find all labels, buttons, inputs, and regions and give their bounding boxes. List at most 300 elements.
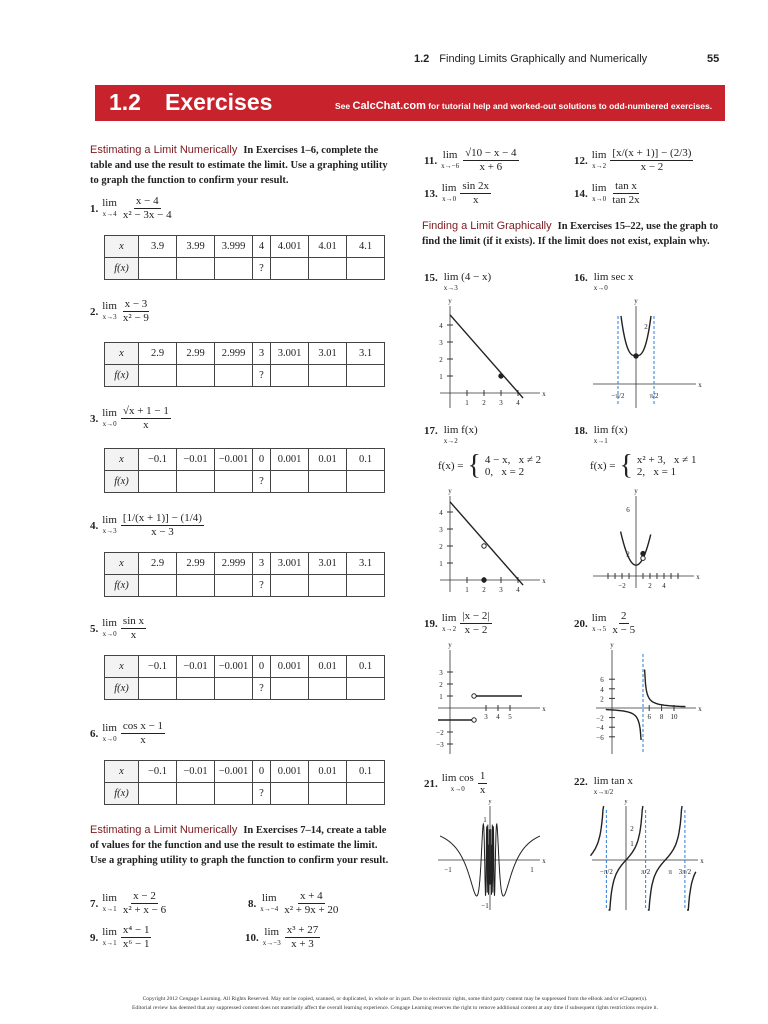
exercise-18 bbox=[574, 425, 628, 447]
y-tick-label: 1 bbox=[439, 560, 443, 568]
copyright-footer bbox=[95, 995, 695, 1013]
banner-title: Exercises bbox=[165, 89, 273, 115]
y-tick-label: 6 bbox=[626, 505, 630, 514]
fx-input-cell[interactable] bbox=[177, 575, 215, 597]
y-tick-label: 6 bbox=[600, 676, 604, 685]
x-value: 0.001 bbox=[271, 656, 309, 678]
lim-approach: x→2 bbox=[443, 437, 458, 445]
graph-21 bbox=[430, 800, 550, 912]
exercise-21 bbox=[424, 770, 487, 797]
graph-15 bbox=[430, 296, 550, 416]
x-tick-label: 1 bbox=[465, 399, 469, 407]
lim-word: lim bbox=[591, 611, 607, 624]
fx-input-cell[interactable] bbox=[139, 365, 177, 387]
fx-input-cell[interactable] bbox=[347, 783, 385, 805]
denominator: x⁶ − 1 bbox=[122, 938, 150, 950]
y-tick-label: 1 bbox=[439, 693, 443, 701]
fx-input-cell[interactable] bbox=[309, 678, 347, 700]
value-table bbox=[104, 655, 385, 700]
x-tick-label: 4 bbox=[516, 399, 520, 407]
fx-input-cell[interactable] bbox=[309, 783, 347, 805]
y-tick-label: 1 bbox=[630, 840, 634, 848]
expression-text: lim (4 − x) bbox=[443, 271, 492, 283]
x-tick-label: 3 bbox=[499, 586, 503, 594]
exercise-17 bbox=[424, 425, 478, 447]
limit-operator bbox=[102, 618, 117, 640]
x-tick-label: 4 bbox=[496, 713, 500, 721]
fx-input-cell[interactable] bbox=[139, 783, 177, 805]
footer-line-1: Copyright 2012 Cengage Learning. All Rights Reserved. May not be copied, scanned, or duplicated, in whole or in part. Due to electronic rights, some third party content may be suppressed from the eBook and/or eChapter(s). bbox=[142, 996, 648, 1002]
unknown-cell: ? bbox=[253, 575, 271, 597]
y-tick-label: 1 bbox=[439, 373, 443, 381]
x-value: 2.999 bbox=[215, 343, 253, 365]
lim-word: lim bbox=[442, 148, 458, 161]
x-tick-label: π/2 bbox=[649, 392, 659, 400]
numerator: [x/(x + 1)] − (2/3) bbox=[612, 147, 692, 159]
lim-approach: x→1 bbox=[102, 904, 117, 913]
fx-label: f(x) bbox=[105, 783, 139, 805]
x-value: 0 bbox=[253, 449, 271, 471]
denominator: x − 3 bbox=[151, 526, 174, 538]
section-number: 1.2 bbox=[414, 53, 430, 65]
y-tick-label: −4 bbox=[596, 724, 604, 733]
x-value: 3.1 bbox=[347, 553, 385, 575]
point bbox=[634, 354, 638, 358]
lim-approach: x→0 bbox=[593, 284, 608, 292]
x-value: 4.01 bbox=[309, 236, 347, 258]
x-value: 0.1 bbox=[347, 656, 385, 678]
fx-input-cell[interactable] bbox=[347, 365, 385, 387]
lim-approach: x→3 bbox=[102, 312, 117, 321]
exercise-14 bbox=[574, 180, 642, 207]
x-value: −0.1 bbox=[139, 656, 177, 678]
section-text: In Exercises 15–22, use the graph to find the limit (if it exists). If the limit does not exist, explain why. bbox=[422, 221, 719, 247]
case-1: 4 − x, x ≠ 2 bbox=[484, 454, 542, 466]
fx-input-cell[interactable] bbox=[177, 471, 215, 493]
x-axis-label: x bbox=[700, 857, 704, 865]
x-value: 2.99 bbox=[177, 343, 215, 365]
lim-approach: x→0 bbox=[450, 784, 465, 793]
fx-input-cell[interactable] bbox=[215, 258, 253, 280]
point bbox=[482, 578, 486, 582]
y-tick-label: 4 bbox=[439, 322, 443, 330]
page-number: 55 bbox=[707, 53, 720, 65]
x-label: x bbox=[105, 343, 139, 365]
denominator: x bbox=[130, 629, 137, 641]
section-instructions-1 bbox=[90, 143, 395, 188]
x-value: 3.01 bbox=[309, 343, 347, 365]
x-tick-label: 6 bbox=[647, 713, 651, 721]
lim-word: lim bbox=[102, 616, 117, 629]
fx-row bbox=[105, 471, 385, 493]
fx-input-cell[interactable] bbox=[177, 678, 215, 700]
y-tick-label: −2 bbox=[436, 729, 444, 737]
graph-20 bbox=[588, 640, 708, 756]
exercise-9 bbox=[90, 924, 151, 951]
x-label: x bbox=[105, 236, 139, 258]
fx-input-cell[interactable] bbox=[309, 365, 347, 387]
exercise-number: 18. bbox=[574, 425, 588, 437]
lim-approach: x→3 bbox=[443, 284, 458, 292]
cases bbox=[637, 454, 697, 478]
unknown-cell: ? bbox=[253, 678, 271, 700]
graph-19 bbox=[430, 640, 550, 756]
x-tick-label: 2 bbox=[482, 586, 486, 594]
x-value: −0.001 bbox=[215, 761, 253, 783]
fx-input-cell[interactable] bbox=[271, 678, 309, 700]
x-row bbox=[105, 449, 385, 471]
fx-input-cell[interactable] bbox=[271, 575, 309, 597]
x-tick-label: 2 bbox=[482, 399, 486, 407]
banner-note-post: for tutorial help and worked-out solutions to odd-numbered exercises. bbox=[425, 101, 713, 111]
x-value: 0.01 bbox=[309, 656, 347, 678]
limit-expression bbox=[594, 272, 634, 294]
expression-text: lim tan x bbox=[593, 775, 633, 787]
exercise-number: 12. bbox=[574, 154, 588, 167]
limit-expression bbox=[594, 776, 633, 798]
limit-operator bbox=[442, 773, 474, 795]
lim-approach: x→0 bbox=[102, 734, 117, 743]
graph-18 bbox=[588, 488, 708, 600]
function-curve bbox=[450, 315, 523, 398]
numerator: x³ + 27 bbox=[286, 924, 319, 936]
lim-approach: x→−4 bbox=[260, 904, 279, 913]
x-value: 4 bbox=[253, 236, 271, 258]
limit-operator bbox=[102, 893, 117, 915]
fx-input-cell[interactable] bbox=[139, 575, 177, 597]
exercise-number: 3. bbox=[90, 412, 99, 425]
fraction bbox=[121, 615, 146, 642]
lim-word: lim bbox=[441, 181, 457, 194]
limit-operator bbox=[102, 301, 117, 323]
x-value: 3 bbox=[253, 343, 271, 365]
function-curve bbox=[645, 670, 686, 707]
lim-word: lim bbox=[591, 181, 607, 194]
x-tick-label: 3π/2 bbox=[678, 868, 692, 876]
value-table bbox=[104, 342, 385, 387]
x-axis-label: x bbox=[542, 857, 546, 865]
numerator: √x + 1 − 1 bbox=[122, 405, 169, 417]
x-tick-label: 3 bbox=[499, 399, 503, 407]
denominator: x² − 9 bbox=[122, 312, 149, 324]
x-value: 3.9 bbox=[139, 236, 177, 258]
denominator: x² + x − 6 bbox=[122, 904, 167, 916]
case-2: 2, x = 1 bbox=[636, 466, 677, 478]
section-heading: Estimating a Limit Numerically bbox=[90, 144, 238, 156]
exercise-number: 20. bbox=[574, 617, 588, 630]
fx-input-cell[interactable] bbox=[271, 471, 309, 493]
fx-input-cell[interactable] bbox=[215, 365, 253, 387]
fx-input-cell[interactable] bbox=[215, 783, 253, 805]
limit-expression bbox=[444, 425, 478, 447]
lim-word: lim bbox=[102, 406, 117, 419]
section-text: In Exercises 1–6, complete the table and use the result to estimate the limit. Use a graphing utility to graph the function to confirm your result. bbox=[90, 145, 388, 186]
limit-expression bbox=[444, 272, 491, 294]
denominator: x bbox=[472, 194, 479, 206]
x-tick-label: 8 bbox=[659, 713, 664, 721]
value-table bbox=[104, 235, 385, 280]
lim-word: lim bbox=[102, 925, 117, 938]
fraction bbox=[282, 890, 340, 917]
limit-expression bbox=[594, 425, 628, 447]
x-value: 3.001 bbox=[271, 343, 309, 365]
fx-input-cell[interactable] bbox=[139, 678, 177, 700]
y-tick-label: 2 bbox=[439, 681, 443, 689]
x-label: x bbox=[105, 449, 139, 471]
y-tick-label: −3 bbox=[436, 741, 444, 749]
x-value: 3.99 bbox=[177, 236, 215, 258]
value-table bbox=[104, 448, 385, 493]
limit-operator bbox=[592, 150, 607, 172]
fraction bbox=[610, 180, 641, 207]
exercise-number: 13. bbox=[424, 187, 438, 200]
x-tick-label: π bbox=[668, 868, 673, 876]
case-1: x² + 3, x ≠ 1 bbox=[636, 454, 697, 466]
x-value: 3.001 bbox=[271, 553, 309, 575]
open-point bbox=[482, 544, 486, 548]
exercise-19 bbox=[424, 610, 492, 637]
banner-number: 1.2 bbox=[109, 89, 141, 115]
denominator: x + 6 bbox=[479, 161, 503, 173]
denominator: x² − 3x − 4 bbox=[122, 209, 172, 221]
exercise-number: 4. bbox=[90, 519, 99, 532]
x-value: 0.001 bbox=[271, 449, 309, 471]
lim-word: lim bbox=[102, 513, 117, 526]
x-tick-label: −π/2 bbox=[599, 868, 613, 876]
y-tick-label: 3 bbox=[439, 526, 443, 534]
fx-input-cell[interactable] bbox=[347, 258, 385, 280]
x-row bbox=[105, 553, 385, 575]
denominator: x bbox=[143, 419, 149, 431]
section-heading: Finding a Limit Graphically bbox=[422, 220, 552, 232]
graph-22 bbox=[588, 800, 708, 912]
denominator: x − 2 bbox=[464, 624, 488, 636]
piecewise-definition bbox=[590, 450, 696, 482]
section-text: In Exercises 7–14, create a table of values for the function and use the result to estimate the limit. Use a graphing utility to graph the function to confirm your result. bbox=[90, 825, 389, 866]
exercise-number: 17. bbox=[424, 425, 438, 437]
fx-input-cell[interactable] bbox=[139, 471, 177, 493]
x-label: x bbox=[105, 553, 139, 575]
fx-label: f(x) bbox=[105, 575, 139, 597]
x-axis-label: x bbox=[542, 577, 546, 585]
lim-word: lim bbox=[261, 891, 277, 904]
y-axis-label: y bbox=[624, 800, 628, 805]
fx-input-cell[interactable] bbox=[139, 258, 177, 280]
lim-approach: x→−6 bbox=[441, 161, 460, 170]
denominator: x − 2 bbox=[640, 161, 664, 173]
y-tick-label: −6 bbox=[596, 733, 604, 742]
lim-approach: x→5 bbox=[592, 624, 607, 633]
point bbox=[641, 551, 645, 555]
y-tick-label: 2 bbox=[630, 825, 634, 833]
x-value: −0.1 bbox=[139, 761, 177, 783]
exercise-15 bbox=[424, 272, 491, 294]
x-axis-label: x bbox=[696, 573, 700, 581]
y-axis-label: y bbox=[634, 297, 638, 305]
lim-word: lim bbox=[591, 148, 607, 161]
x-value: 2.999 bbox=[215, 553, 253, 575]
lim-approach: x→0 bbox=[592, 194, 607, 203]
denominator: x bbox=[140, 734, 146, 746]
exercise-1 bbox=[90, 195, 174, 222]
fx-input-cell[interactable] bbox=[177, 365, 215, 387]
x-value: −0.01 bbox=[177, 761, 215, 783]
x-value: 4.1 bbox=[347, 236, 385, 258]
point bbox=[499, 374, 503, 378]
numerator: √10 − x − 4 bbox=[465, 147, 517, 159]
exercise-13 bbox=[424, 180, 491, 207]
value-table bbox=[104, 552, 385, 597]
y-axis-label: y bbox=[448, 297, 452, 305]
fraction bbox=[121, 720, 165, 747]
lim-approach: x→0 bbox=[102, 419, 117, 428]
fraction bbox=[285, 924, 321, 951]
x-tick-label: −1 bbox=[444, 866, 452, 874]
x-value: 0.001 bbox=[271, 761, 309, 783]
fx-input-cell[interactable] bbox=[309, 575, 347, 597]
open-point bbox=[472, 694, 476, 698]
numerator: x − 4 bbox=[135, 195, 159, 207]
numerator: sin 2x bbox=[462, 180, 490, 192]
limit-operator bbox=[263, 927, 281, 949]
x-axis-label: x bbox=[542, 390, 546, 398]
y-tick-label: 4 bbox=[439, 509, 443, 517]
fx-input-cell[interactable] bbox=[271, 258, 309, 280]
y-tick-label: −1 bbox=[481, 902, 489, 910]
x-value: −0.01 bbox=[177, 449, 215, 471]
lim-word: lim bbox=[102, 721, 117, 734]
fraction bbox=[121, 405, 171, 432]
fx-input-cell[interactable] bbox=[271, 365, 309, 387]
x-value: 3.1 bbox=[347, 343, 385, 365]
fx-label: f(x) bbox=[105, 258, 139, 280]
fx-row bbox=[105, 783, 385, 805]
fx-row bbox=[105, 258, 385, 280]
y-tick-label: 4 bbox=[600, 685, 604, 694]
graph-17 bbox=[430, 488, 550, 600]
exercise-11 bbox=[424, 147, 519, 174]
limit-operator bbox=[102, 198, 117, 220]
numerator: tan x bbox=[615, 180, 637, 192]
numerator: [1/(x + 1)] − (1/4) bbox=[122, 512, 202, 524]
limit-operator bbox=[102, 408, 117, 430]
x-value: 0.1 bbox=[347, 761, 385, 783]
fx-input-cell[interactable] bbox=[309, 471, 347, 493]
lim-word: lim bbox=[441, 611, 457, 624]
x-axis-label: x bbox=[698, 705, 702, 713]
lim-word: lim bbox=[264, 925, 280, 938]
x-tick-label: 4 bbox=[516, 586, 520, 594]
function-curve bbox=[687, 872, 696, 910]
function-curve bbox=[450, 502, 523, 585]
fx-input-cell[interactable] bbox=[271, 783, 309, 805]
fx-input-cell[interactable] bbox=[309, 258, 347, 280]
calcchat-link[interactable]: CalcChat.com bbox=[352, 100, 426, 112]
x-value: −0.001 bbox=[215, 449, 253, 471]
limit-operator bbox=[592, 613, 607, 635]
lim-approach: x→0 bbox=[102, 629, 117, 638]
fx-input-cell[interactable] bbox=[177, 258, 215, 280]
fx-input-cell[interactable] bbox=[347, 471, 385, 493]
numerator: x⁴ − 1 bbox=[122, 924, 150, 936]
x-axis-label: x bbox=[542, 705, 546, 713]
limit-operator bbox=[442, 183, 457, 205]
section-title: Finding Limits Graphically and Numerically bbox=[439, 53, 648, 65]
lim-approach: x→π/2 bbox=[593, 788, 614, 796]
fx-input-cell[interactable] bbox=[347, 678, 385, 700]
fraction bbox=[121, 298, 151, 325]
expression-text: lim f(x) bbox=[593, 424, 628, 436]
numerator: x − 3 bbox=[124, 298, 148, 310]
denominator: x² + 9x + 20 bbox=[284, 904, 339, 916]
y-tick-label: 2 bbox=[626, 550, 630, 559]
fx-input-cell[interactable] bbox=[215, 575, 253, 597]
banner-note-pre: See bbox=[335, 101, 353, 111]
expression-text: lim f(x) bbox=[443, 424, 478, 436]
open-point bbox=[472, 718, 476, 722]
lim-approach: x→2 bbox=[442, 624, 457, 633]
x-tick-label: 10 bbox=[670, 713, 678, 721]
numerator: 1 bbox=[479, 770, 486, 782]
lim-approach: x→3 bbox=[102, 526, 117, 535]
x-value: 2.9 bbox=[139, 343, 177, 365]
x-row bbox=[105, 236, 385, 258]
fx-input-cell[interactable] bbox=[215, 471, 253, 493]
limit-operator bbox=[102, 927, 117, 949]
fx-input-cell[interactable] bbox=[347, 575, 385, 597]
fx-input-cell[interactable] bbox=[215, 678, 253, 700]
y-tick-label: 1 bbox=[483, 816, 487, 824]
lim-word: lim bbox=[102, 891, 117, 904]
exercise-2 bbox=[90, 298, 151, 325]
x-value: 4.001 bbox=[271, 236, 309, 258]
numerator: |x − 2| bbox=[462, 610, 490, 622]
fx-row bbox=[105, 365, 385, 387]
fraction bbox=[610, 147, 693, 174]
exercises-banner bbox=[95, 85, 725, 121]
x-label: x bbox=[105, 656, 139, 678]
exercise-number: 6. bbox=[90, 727, 99, 740]
limit-operator bbox=[102, 515, 117, 537]
function-curve bbox=[648, 806, 682, 910]
exercise-4 bbox=[90, 512, 204, 539]
fraction bbox=[463, 147, 518, 174]
exercise-22 bbox=[574, 776, 633, 798]
x-value: 2.9 bbox=[139, 553, 177, 575]
value-table bbox=[104, 760, 385, 805]
fx-input-cell[interactable] bbox=[177, 783, 215, 805]
section-instructions-3 bbox=[90, 823, 395, 868]
x-tick-label: −2 bbox=[618, 582, 626, 590]
limit-operator bbox=[102, 723, 117, 745]
x-value: −0.01 bbox=[177, 656, 215, 678]
numerator: x + 4 bbox=[299, 890, 323, 902]
x-tick-label: 1 bbox=[465, 586, 469, 594]
fraction bbox=[610, 610, 637, 637]
case-2: 0, x = 2 bbox=[484, 466, 525, 478]
limit-operator bbox=[260, 893, 278, 915]
fx-label: f(x) bbox=[105, 365, 139, 387]
function-curve bbox=[591, 806, 604, 856]
x-value: −0.001 bbox=[215, 656, 253, 678]
lim-word: lim bbox=[102, 196, 117, 209]
x-value: 0.01 bbox=[309, 449, 347, 471]
fx-label: f(x) bbox=[105, 471, 139, 493]
exercise-number: 16. bbox=[574, 272, 588, 284]
y-axis-label: y bbox=[448, 641, 452, 649]
function-label: f(x) = bbox=[438, 460, 464, 472]
x-value: 2.99 bbox=[177, 553, 215, 575]
